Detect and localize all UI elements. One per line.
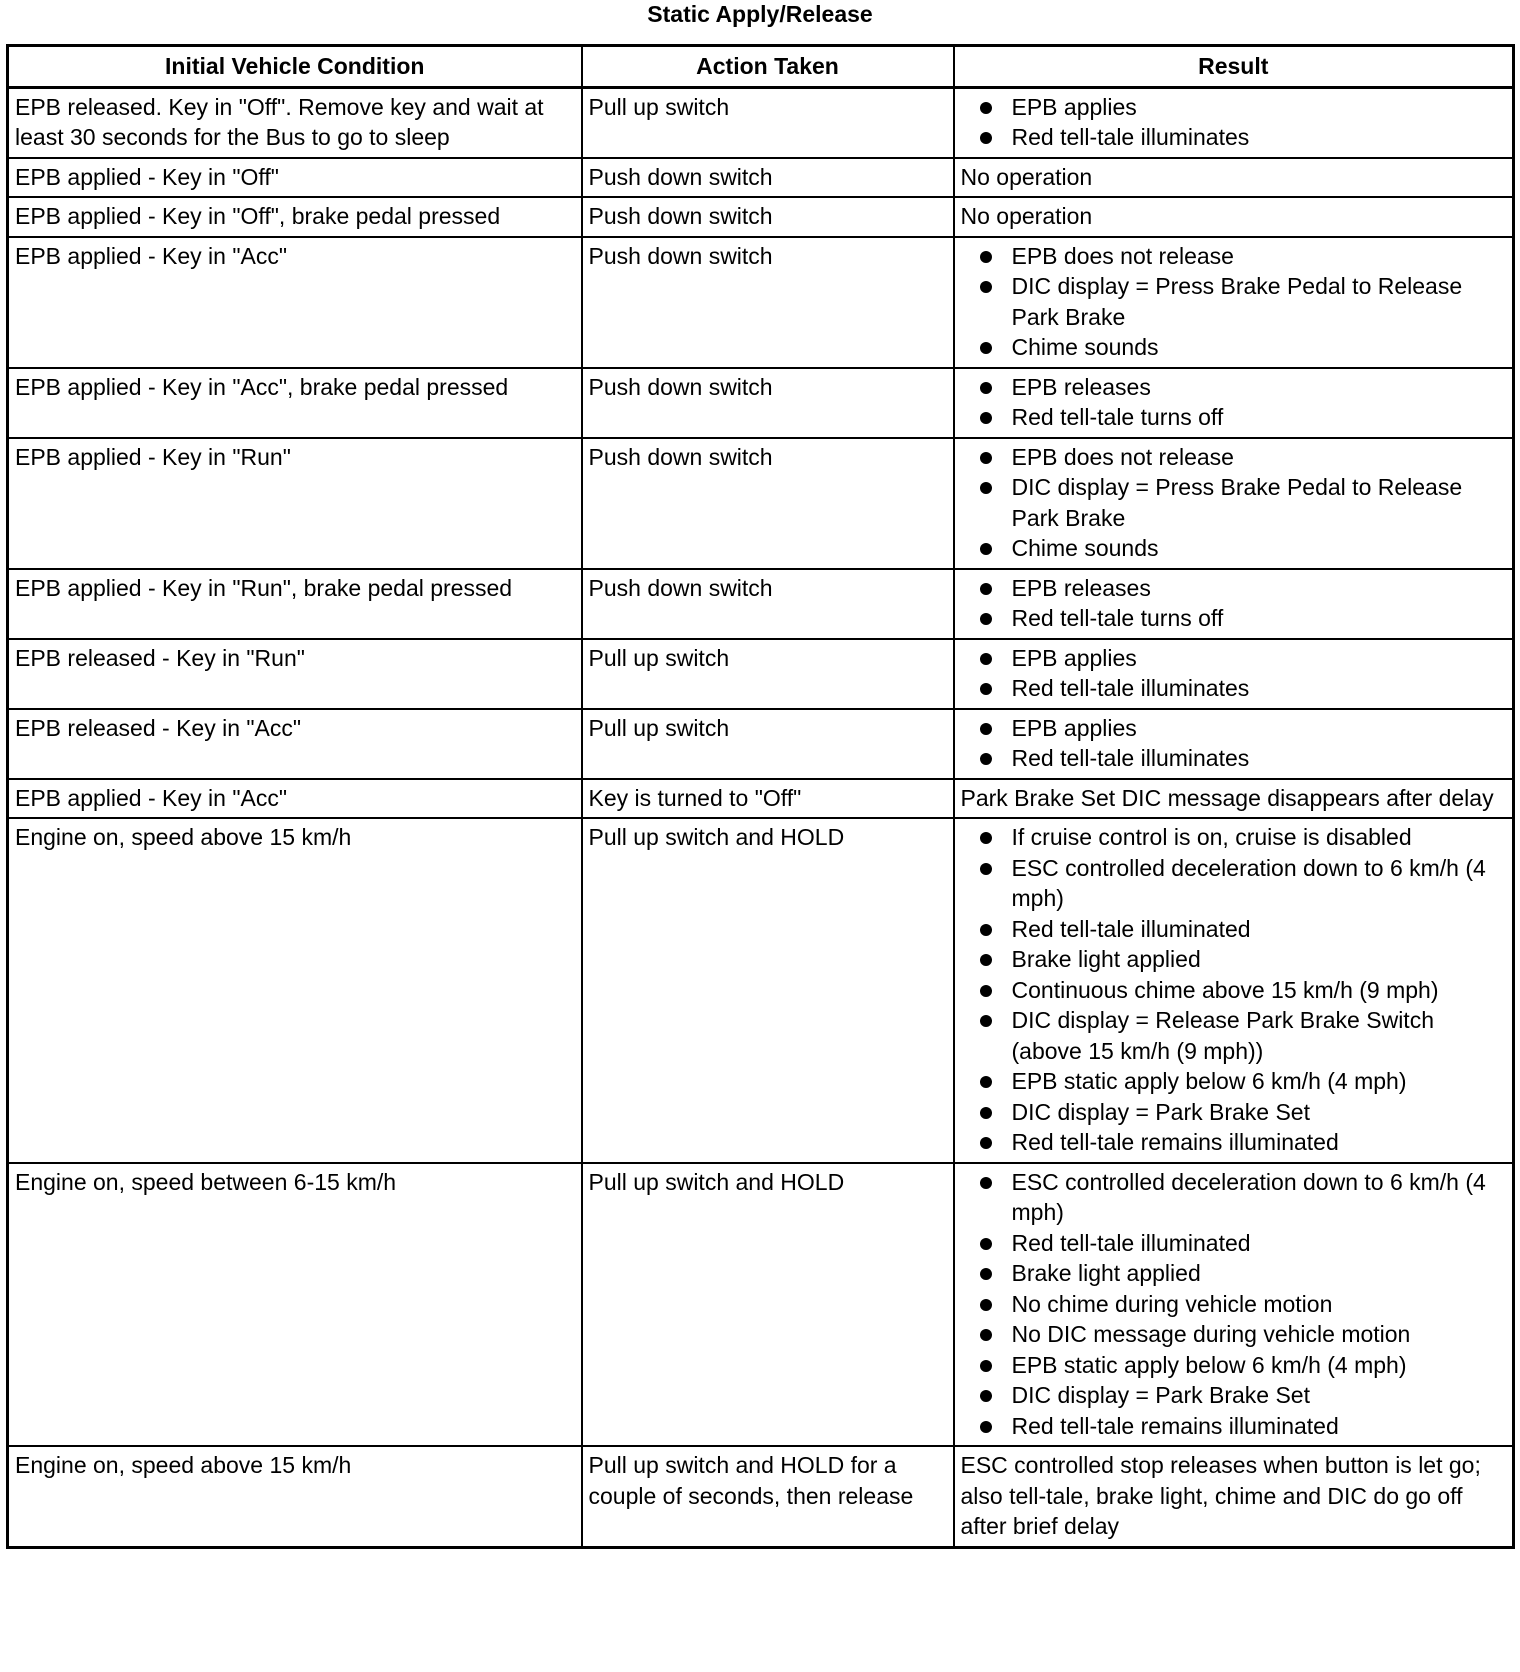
- action-cell: Push down switch: [582, 368, 954, 438]
- action-cell: Push down switch: [582, 197, 954, 237]
- result-bullet-item: Red tell-tale remains illuminated: [961, 1127, 1507, 1158]
- result-bullet-item: DIC display = Release Park Brake Switch (above 15 km/h (9 mph)): [961, 1005, 1507, 1066]
- action-cell: Push down switch: [582, 158, 954, 198]
- result-cell: [954, 818, 1514, 1163]
- result-bullet-item: If cruise control is on, cruise is disabled: [961, 822, 1507, 853]
- result-bullet-item: ESC controlled deceleration down to 6 km/h (4 mph): [961, 1167, 1507, 1228]
- table-row: [8, 368, 1514, 438]
- result-bullet-list: [961, 241, 1507, 363]
- condition-cell: EPB applied - Key in "Off", brake pedal pressed: [8, 197, 582, 237]
- action-cell: Key is turned to "Off": [582, 779, 954, 819]
- table-row: [8, 1446, 1514, 1547]
- table-row: [8, 569, 1514, 639]
- table-row: [8, 158, 1514, 198]
- static-apply-release-table: [6, 44, 1515, 1549]
- table-row: [8, 1163, 1514, 1447]
- table-row: [8, 779, 1514, 819]
- result-bullet-item: EPB releases: [961, 573, 1507, 604]
- condition-cell: Engine on, speed between 6-15 km/h: [8, 1163, 582, 1447]
- page-title: Static Apply/Release: [647, 1, 873, 27]
- result-bullet-item: Red tell-tale turns off: [961, 603, 1507, 634]
- condition-cell: Engine on, speed above 15 km/h: [8, 818, 582, 1163]
- result-bullet-item: No chime during vehicle motion: [961, 1289, 1507, 1320]
- result-cell: [954, 1163, 1514, 1447]
- result-bullet-item: EPB static apply below 6 km/h (4 mph): [961, 1066, 1507, 1097]
- result-cell: No operation: [954, 158, 1514, 198]
- condition-cell: EPB released. Key in "Off". Remove key and wait at least 30 seconds for the Bus to go to sleep: [8, 87, 582, 158]
- result-bullet-item: Chime sounds: [961, 533, 1507, 564]
- header-initial-vehicle-condition: Initial Vehicle Condition: [8, 46, 582, 88]
- result-bullet-item: EPB applies: [961, 713, 1507, 744]
- result-bullet-list: [961, 442, 1507, 564]
- action-cell: Pull up switch: [582, 709, 954, 779]
- result-cell: ESC controlled stop releases when button is let go; also tell-tale, brake light, chime and DIC do go off after brief delay: [954, 1446, 1514, 1547]
- result-cell: [954, 87, 1514, 158]
- result-bullet-item: Red tell-tale illuminates: [961, 743, 1507, 774]
- table-row: [8, 197, 1514, 237]
- condition-cell: EPB applied - Key in "Run": [8, 438, 582, 569]
- action-cell: Pull up switch: [582, 87, 954, 158]
- result-cell: Park Brake Set DIC message disappears after delay: [954, 779, 1514, 819]
- condition-cell: EPB applied - Key in "Run", brake pedal pressed: [8, 569, 582, 639]
- condition-cell: EPB applied - Key in "Acc": [8, 779, 582, 819]
- table-row: [8, 87, 1514, 158]
- result-bullet-item: Red tell-tale remains illuminated: [961, 1411, 1507, 1442]
- result-cell: No operation: [954, 197, 1514, 237]
- result-bullet-item: ESC controlled deceleration down to 6 km/h (4 mph): [961, 853, 1507, 914]
- action-cell: Push down switch: [582, 438, 954, 569]
- table-row: [8, 438, 1514, 569]
- result-bullet-item: EPB applies: [961, 92, 1507, 123]
- result-bullet-item: EPB releases: [961, 372, 1507, 403]
- action-cell: Push down switch: [582, 237, 954, 368]
- result-bullet-item: EPB applies: [961, 643, 1507, 674]
- action-cell: Pull up switch and HOLD for a couple of seconds, then release: [582, 1446, 954, 1547]
- result-cell: [954, 237, 1514, 368]
- condition-cell: Engine on, speed above 15 km/h: [8, 1446, 582, 1547]
- result-bullet-item: No DIC message during vehicle motion: [961, 1319, 1507, 1350]
- result-bullet-list: [961, 92, 1507, 153]
- result-bullet-item: EPB does not release: [961, 442, 1507, 473]
- result-cell: [954, 639, 1514, 709]
- result-bullet-item: EPB does not release: [961, 241, 1507, 272]
- header-result: Result: [954, 46, 1514, 88]
- condition-cell: EPB applied - Key in "Acc": [8, 237, 582, 368]
- table-row: [8, 237, 1514, 368]
- result-cell: [954, 438, 1514, 569]
- result-bullet-list: [961, 573, 1507, 634]
- result-bullet-list: [961, 643, 1507, 704]
- table-body: [8, 87, 1514, 1547]
- result-bullet-item: Brake light applied: [961, 944, 1507, 975]
- table-row: [8, 709, 1514, 779]
- result-bullet-item: Red tell-tale turns off: [961, 402, 1507, 433]
- result-bullet-list: [961, 713, 1507, 774]
- result-bullet-list: [961, 822, 1507, 1158]
- result-bullet-item: Brake light applied: [961, 1258, 1507, 1289]
- result-bullet-item: DIC display = Press Brake Pedal to Release Park Brake: [961, 472, 1507, 533]
- result-bullet-item: Red tell-tale illuminates: [961, 673, 1507, 704]
- action-cell: Push down switch: [582, 569, 954, 639]
- result-bullet-item: Chime sounds: [961, 332, 1507, 363]
- header-action-taken: Action Taken: [582, 46, 954, 88]
- condition-cell: EPB released - Key in "Acc": [8, 709, 582, 779]
- condition-cell: EPB released - Key in "Run": [8, 639, 582, 709]
- result-bullet-item: EPB static apply below 6 km/h (4 mph): [961, 1350, 1507, 1381]
- result-bullet-item: DIC display = Park Brake Set: [961, 1097, 1507, 1128]
- condition-cell: EPB applied - Key in "Acc", brake pedal pressed: [8, 368, 582, 438]
- result-cell: [954, 368, 1514, 438]
- result-bullet-item: Continuous chime above 15 km/h (9 mph): [961, 975, 1507, 1006]
- result-bullet-item: Red tell-tale illuminated: [961, 1228, 1507, 1259]
- result-bullet-list: [961, 372, 1507, 433]
- result-bullet-list: [961, 1167, 1507, 1442]
- result-cell: [954, 709, 1514, 779]
- action-cell: Pull up switch and HOLD: [582, 818, 954, 1163]
- table-row: [8, 818, 1514, 1163]
- action-cell: Pull up switch and HOLD: [582, 1163, 954, 1447]
- result-cell: [954, 569, 1514, 639]
- action-cell: Pull up switch: [582, 639, 954, 709]
- result-bullet-item: Red tell-tale illuminated: [961, 914, 1507, 945]
- condition-cell: EPB applied - Key in "Off": [8, 158, 582, 198]
- table-header-row: [8, 46, 1514, 88]
- result-bullet-item: DIC display = Press Brake Pedal to Release Park Brake: [961, 271, 1507, 332]
- result-bullet-item: DIC display = Park Brake Set: [961, 1380, 1507, 1411]
- table-row: [8, 639, 1514, 709]
- result-bullet-item: Red tell-tale illuminates: [961, 122, 1507, 153]
